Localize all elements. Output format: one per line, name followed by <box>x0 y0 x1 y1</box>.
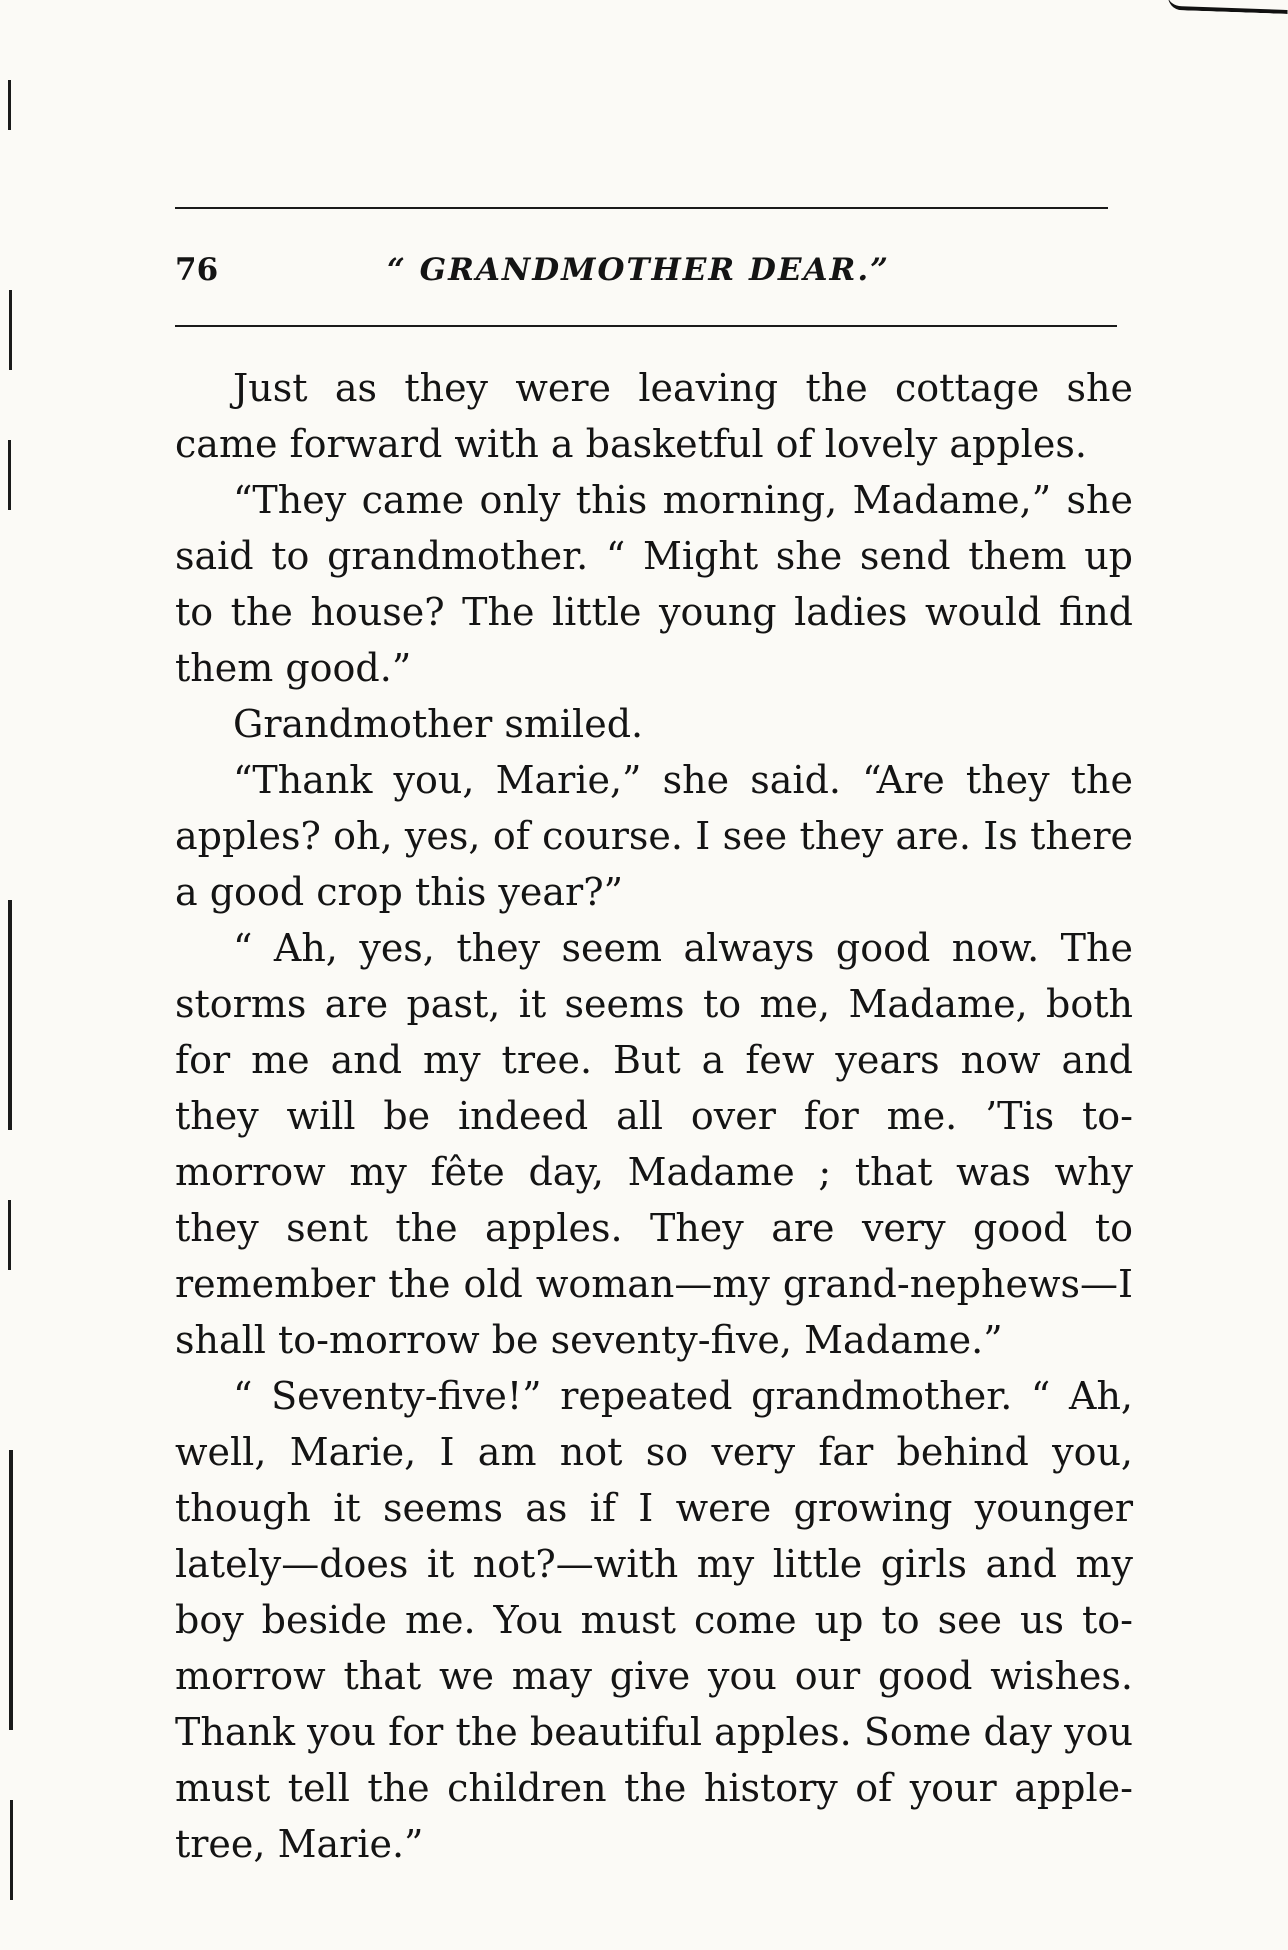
scan-edge-mark <box>8 80 11 130</box>
paragraph: “Thank you, Marie,” she said. “Are they the apples? oh, yes, of course. I see they are. Is there a good crop this year?” <box>175 758 1133 914</box>
scan-edge-mark <box>8 900 12 1130</box>
page-header <box>175 252 1117 292</box>
page-number: 76 <box>175 252 219 288</box>
paragraph: “They came only this morning, Madame,” she said to grandmother. “ Might she send them up to the house? The little young ladies would find them good.” <box>175 478 1133 690</box>
paragraph: “ Seventy-five!” repeated grandmother. “ Ah, well, Marie, I am not so very far behind you, though it seems as if I were growing younger lately—does it not?—with my little girls and my boy beside me. You must come up to see us to-morrow that we may give you our good wishes. Thank you for the beautiful apples. Some day you must tell the children the history of your apple-tree, Marie.” <box>175 1374 1133 1866</box>
scan-edge-mark <box>8 440 11 510</box>
paragraph: Just as they were leaving the cottage she came forward with a basketful of lovely apples. <box>175 366 1133 466</box>
scan-edge-mark <box>9 290 12 370</box>
body-text <box>175 360 1133 1872</box>
header-rule-top <box>175 207 1108 209</box>
scan-edge-mark <box>10 1800 13 1900</box>
header-rule-bottom <box>175 325 1117 327</box>
running-title: “ GRANDMOTHER DEAR.” <box>387 252 890 288</box>
scan-edge-mark <box>8 1200 11 1270</box>
scan-edge-mark <box>9 1450 13 1730</box>
paragraph: “ Ah, yes, they seem always good now. The storms are past, it seems to me, Madame, both for me and my tree. But a few years now and they will be indeed all over for me. ’Tis to-morrow my fête day, Madame ; that was why they sent the apples. They are very good to remember the old woman—my grand-nephews—I shall to-morrow be seventy-five, Madame.” <box>175 926 1133 1362</box>
paragraph: Grandmother smiled. <box>233 702 644 746</box>
scan-page-curl <box>1168 0 1288 14</box>
